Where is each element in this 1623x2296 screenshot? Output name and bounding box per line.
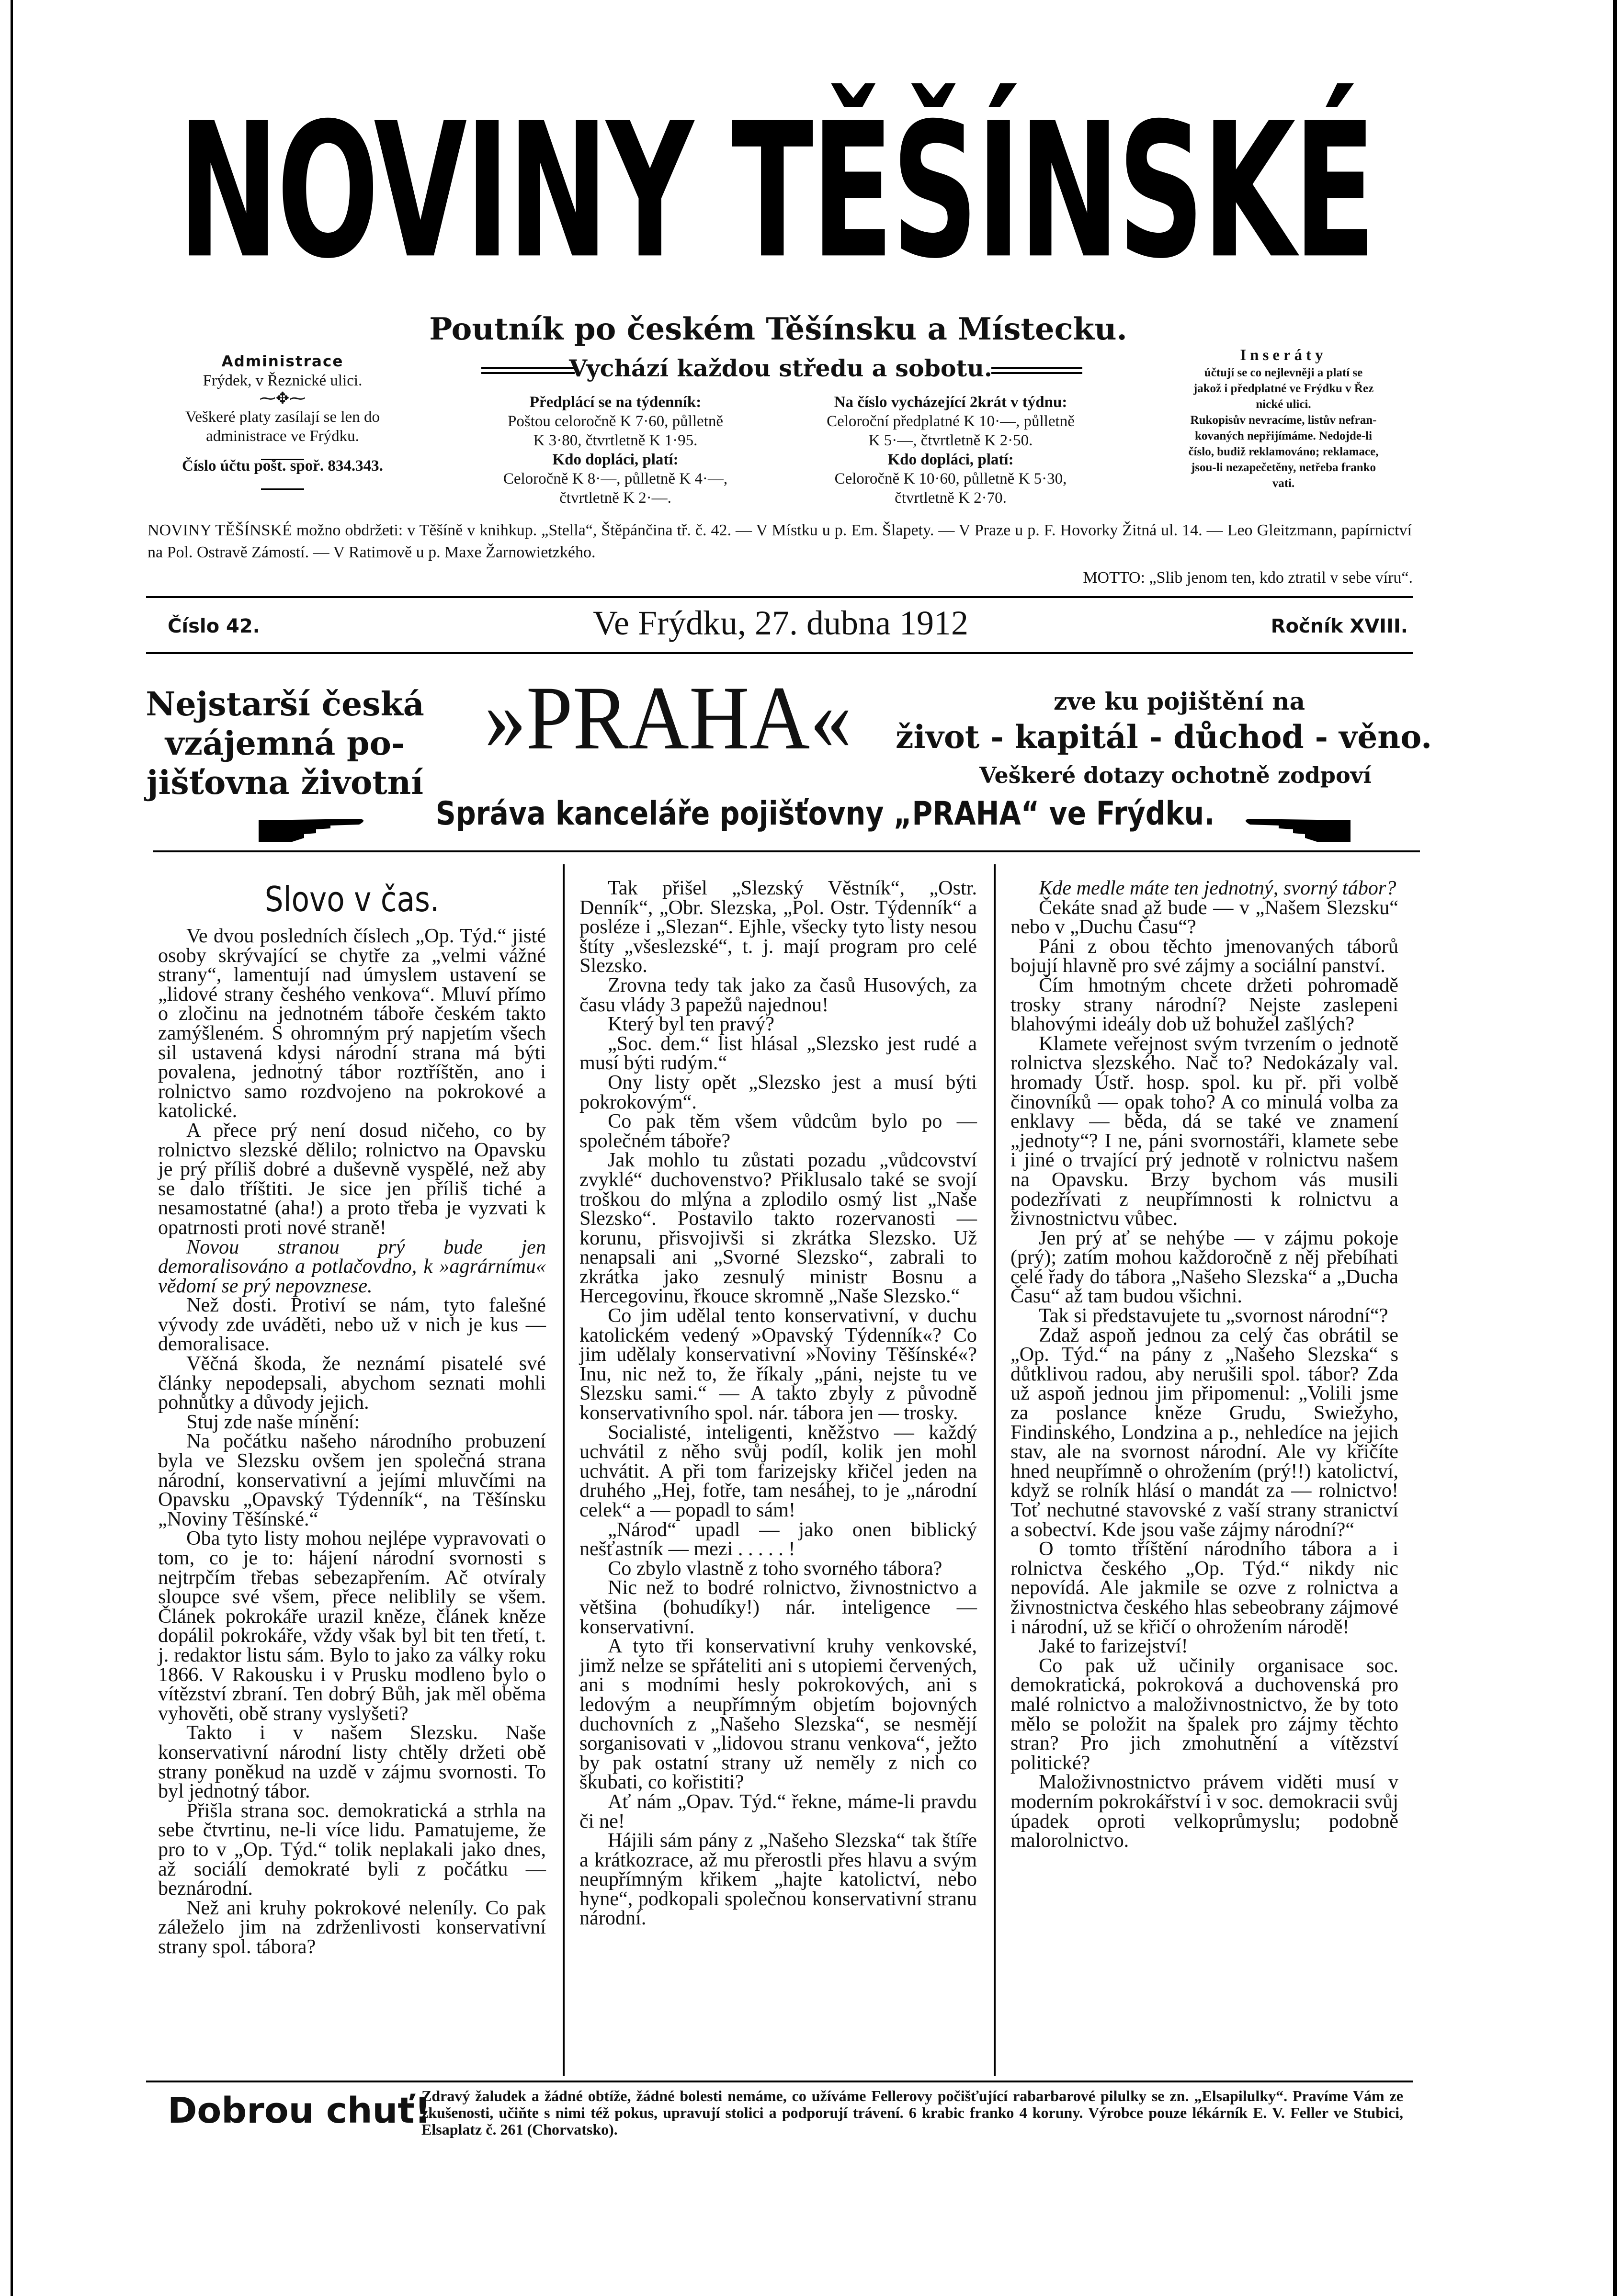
subscription-weekly-delivered-line-1: Celoročně K 8·—, půlletně K 4·—, xyxy=(503,470,728,487)
insurance-rule xyxy=(153,850,1420,852)
article-paragraph: A tyto tři konservativní kruhy venkovské, jimž nelze se spřáteliti ani s utopiemi červených, ani s modními hesly pokrokových, ani s ledovým a neupřímným objetím bojovných duchovních z „Našeho Slezska“, se nesmějí sorganisovati v „lidovou stranu venkova“, ježto by pak ostatní strany už neměly z nich co škubati, co kořistiti? xyxy=(579,1635,977,1794)
article-paragraph: Co zbylo vlastně z toho svorného tábora? xyxy=(608,1557,942,1580)
subscription-twice-heading: Na číslo vycházející 2krát v týdnu: xyxy=(834,394,1067,411)
subscription-twice-line-1: Celoroční předplatné K 10·—, půlletně xyxy=(827,413,1075,430)
pointing-hand-left-icon xyxy=(1240,809,1351,843)
motto: MOTTO: „Slib jenom ten, kdo ztratil v sebe víru“. xyxy=(1083,569,1413,587)
article-paragraph: Socialisté, inteligenti, kněžstvo — každý uchvátil z něho svůj podíl, kolik jen mohl uchvátit. A při tom farizejsky křičel jeden na druhého „Hej, fotře, tam nesáhej, to je „národní celek“ a — popadl to sám! xyxy=(579,1421,977,1521)
article-paragraph: Zrovna tedy tak jako za časů Husových, za času vlády 3 papežů najednou! xyxy=(579,973,977,1016)
inserats-line-8: vati. xyxy=(1272,477,1295,490)
inserats-line-5: kovaných nepřijímáme. Nedojde-li xyxy=(1194,430,1373,442)
payments-line-2: administrace ve Frýdku. xyxy=(206,428,359,445)
pointing-hand-right-icon xyxy=(259,809,369,843)
subscription-weekly xyxy=(462,393,769,508)
inserats-line-3: nické ulici. xyxy=(1256,398,1311,411)
insurance-right-line-1: zve ku pojištění na xyxy=(1054,687,1305,715)
column-divider-1 xyxy=(563,864,565,2076)
administration-address: Frýdek, v Řeznické ulici. xyxy=(203,372,363,389)
issue-number: Číslo 42. xyxy=(168,615,260,637)
subscription-twice-delivered-line-1: Celoročně K 10·60, půlletně K 5·30, xyxy=(834,470,1067,487)
article-paragraph: Co jim udělal tento konservativní, v duchu katolickém vedený »Opavský Týdenník«? Co jim udělaly konservativní »Noviny Těšínské«? Inu, nic než to, že říkaly „páni, nejste tu ve Slezsku sami.“ — A takto zbyly z původně konservativního spol. nár. tábora jen — trosky. xyxy=(579,1304,977,1425)
article-paragraph: Kde medle máte ten jednotný, svorný tábor? xyxy=(1039,877,1396,899)
postal-account: Číslo účtu pošt. spoř. 834.343. xyxy=(182,457,383,475)
subscription-twice-delivered-heading: Kdo dopláci, platí: xyxy=(887,451,1014,468)
insurance-left-text xyxy=(144,685,426,803)
article-paragraph: Přišla strana soc. demokratická a strhla na sebe čtvrtinu, ne-li více lidu. Pamatujeme, že pro to v „Op. Týd.“ tolik neplakali jako dnes, až sociálí demokraté byli z počátku — beznárodní. xyxy=(158,1799,546,1900)
article-paragraph: Stuj zde naše mínění: xyxy=(186,1410,360,1433)
inserats-line-7: jsou-li nezapečetěny, netřeba franko xyxy=(1191,461,1376,474)
article-paragraph: Takto i v našem Slezsku. Naše konservativní národní listy chtěly držeti obě strany poněkud na uzdě v zájmu svornosti. To byl jednotný tábor. xyxy=(158,1721,546,1803)
article-paragraph: A přece prý není dosud ničeho, co by rolnictvo slezské dělilo; rolnictvo na Opavsku je prý příliš dobré a duševně vyspělé, než aby se dalo tříštiti. Je sice jen příliš tiché a nesamostatné (aha!) a proto třeba je vyzvati k opatrnosti proti nové straně! xyxy=(158,1119,546,1239)
article-paragraph: „Národ“ upadl — jako onen biblický nešťastník — mezi . . . . . ! xyxy=(579,1518,977,1561)
article-column-1 xyxy=(158,879,546,1957)
insurance-left-line-3: jišťovna životní xyxy=(146,764,424,802)
article-paragraph: Co pak těm všem vůdcům bylo po — společném táboře? xyxy=(579,1110,977,1152)
article-paragraph: Ať nám „Opav. Týd.“ řekne, máme-li pravdu či ne! xyxy=(579,1790,977,1832)
ornament-rule-2 xyxy=(148,475,417,484)
article-paragraph: Páni z obou těchto jmenovaných táborů bojují hlavně pro své zájmy a sociální panství. xyxy=(1010,935,1398,977)
bottom-ad-text: Zdravý žaludek a žádné obtíže, žádné bolesti nemáme, co užíváme Fellerovy počišťující rabarbarové pilulky se zn. „Elsapilulky“. Pravíme Vám ze zkušenosti, učiňte s nimi též pokus, upravují stolici a podporují trávení. 6 krabic franko 4 koruny. Výrobce pouze lékárník E. V. Feller ve Stubici, Elsaplatz č. 261 (Chorvatsko). xyxy=(421,2087,1403,2138)
article-paragraph: Čím hmotným chcete držeti pohromadě trosky strany národní? Nejste zaslepeni blahovými ideály dob už bohužel zašlých? xyxy=(1010,973,1398,1036)
article-paragraph: Nic než to bodré rolnictvo, živnostnictvo a většina (bohudíky!) nár. inteligence — konservativní. xyxy=(579,1576,977,1638)
bottom-ad-rule xyxy=(146,2081,1413,2082)
article-paragraph: Jaké to farizejství! xyxy=(1039,1635,1188,1658)
subscription-twice-line-2: K 5·—, čtvrtletně K 2·50. xyxy=(868,432,1033,449)
inserats-line-6: číslo, budiž reklamováno; reklamace, xyxy=(1188,445,1379,458)
inserats-line-4: Rukopisův nevracíme, listův nefran- xyxy=(1190,414,1377,427)
insurance-left-line-2: vzájemná po- xyxy=(165,724,405,763)
article-paragraph: Na počátku našeho národního probuzení byla ve Slezsku ovšem jen společná strana národní, konservativní a jejími mluvčími na Opavsku „Opavský Týdenník“, na Těšínsku „Noviny Těšínské.“ xyxy=(158,1430,546,1530)
payments-line-1: Veškeré platy zasílají se len do xyxy=(185,408,380,426)
article-column-2 xyxy=(579,879,977,1928)
subtitle: Poutník po českém Těšínsku a Místecku. xyxy=(429,311,1127,347)
article-paragraph: Jen prý ať se nehýbe — v zájmu pokoje (prý); zatím mohou každoročně z něj přebíhati celé řady do tábora „Našeho Slezska“ a „Ducha Času“ až tam budou všichni. xyxy=(1010,1226,1398,1308)
subscription-weekly-heading: Předplácí se na týdenník: xyxy=(529,394,702,411)
article-paragraph: Maloživnostnictvo právem viděti musí v moderním pokrokářství i v soc. demokracii svůj úpadek oproti velkoprůmyslu; podobně malorolnictvo. xyxy=(1010,1771,1398,1852)
subscription-weekly-line-2: K 3·80, čtvrtletně K 1·95. xyxy=(533,432,698,449)
article-column-3 xyxy=(1010,879,1398,1851)
issue-volume: Ročník XVIII. xyxy=(1271,615,1408,637)
article-paragraph: Čekáte snad až bude — v „Našem Slezsku“ nebo v „Duchu Času“? xyxy=(1010,896,1398,939)
insurance-right-line-3: Veškeré dotazy ochotně zodpoví xyxy=(979,762,1372,788)
article-paragraph: Jak mohlo tu zůstati pozadu „vůdcovství zvyklé“ duchovenstvo? Přiklusalo také se svojí troškou do mlýna a zplodilo osmý list „Naše Slezsko“. Postavilo takto rozervanosti — korunu, přisvojivši si zkrátka Slezsko. Už nenapsali ani „Svorné Slezsko“, zabrali to zkrátka jako zesnulý ministr Bosnu a Hercegovinu, řkouce skromně „Naše Slezsko.“ xyxy=(579,1149,977,1308)
article-paragraph: Který byl ten pravý? xyxy=(608,1013,775,1036)
administration-block xyxy=(148,352,417,484)
scan-frame-right xyxy=(1613,0,1617,2296)
article-paragraph: Klamete veřejnost svým tvrzením o jednotě rolnictva slezského. Nač to? Nedokázaly val. hromady Ústř. hosp. spol. ku př. při volbě činovníků — opak toho? A co minulá volba za enklavy — běda, dá se také ve znamení „jednoty“? I ne, páni svornostáři, klamete sebe i jiné o trvající prý jednotě v rolnictvu našem na Opavsku. Brzy bychom vás musili podezřívati z neupřímnosti k rolnictvu a živnostnictvu vůbec. xyxy=(1010,1032,1398,1230)
article-paragraph: Než dosti. Protiví se nám, tyto falešné vývody zde uváděti, nebo už v nich je kus — demoralisace. xyxy=(158,1294,546,1356)
inserats-heading: Inseráty xyxy=(1240,347,1327,364)
article-paragraph: Co pak už učinily organisace soc. demokratická, pokroková a duchovenská pro malé rolnictvo a maloživnostnictvo, že by toto mělo se položit na špalek pro zájmy těchto stran? Pro jich zmohutnění a vítězství politické? xyxy=(1010,1654,1398,1774)
article-paragraph: Tak si představujete tu „svornost národní“? xyxy=(1039,1304,1388,1327)
issue-rule-bottom xyxy=(146,652,1413,654)
inserats-line-2: jakož i předplatné ve Frýdku v Řez xyxy=(1193,382,1374,395)
insurance-name: »PRAHA« xyxy=(484,668,852,769)
administration-heading: Administrace xyxy=(221,353,344,370)
insurance-office: Správa kanceláře pojišťovny „PRAHA“ ve Frýdku. xyxy=(435,795,1215,833)
article-paragraph: Oba tyto listy mohou nejlépe vypravovati o tom, co je to: hájení národní svornosti s nejtrpčím třebas sebezapřením. Ač otvíraly sloupce své všem, přece neliblily se všem. Článek pokrokáře urazil kněze, článek kněze dopálil pokrokáře, vždy však byl bit ten třetí, t. j. redaktor listu sám. Bylo to jako za války roku 1866. V Rakousku i v Prusku modleno bylo o vítězství zbraní. Ten dobrý Bůh, jak měl oběma vyhověti, obě strany vyslyšeti? xyxy=(158,1527,546,1725)
subscription-weekly-delivered-line-2: čtvrtletně K 2·—. xyxy=(559,489,671,507)
article-paragraph: Hájili sám pány z „Našeho Slezska“ tak štíře a krátkozrace, až mu přerostli přes hlavu a svým neupřímným křikem „hajte katolictví, nebo hyne“, podkopali společnou konservativní stranu národní. xyxy=(579,1829,977,1930)
inserats-line-1: účtují se co nejlevněji a platí se xyxy=(1204,366,1363,379)
article-paragraph: Ve dvou posledních číslech „Op. Týd.“ jisté osoby skrývající se chytře za „velmi vážné strany“, lamentují nad úmyslem ustavení se „lidové strany česhého venkova“. Mluví přímo o zločinu na jednotném táboře českém takto zamýšleném. S ohromným prý napjetím všech sil ustavená kdysi národní strana má býti povalena, jednotný tábor roztříštěn, ano i rolnictvo samo rozdvojeno na pokrokové a katolické. xyxy=(158,925,546,1122)
article-paragraph: Zdaž aspoň jednou za celý čas obrátil se „Op. Týd.“ na pány z „Našeho Slezska“ s důtklivou radou, aby nerušili spol. tábor? Zda už aspoň jednou jim připomenul: „Volili jsme za poslance kněze Grudu, Swiežyho, Findinského, Londzina a p., nehledíce na jejich stav, ale na svornost národní. Ale vy křičíte hned neupřímně o ohrožením (prý!!) katolictví, když se rolník hlásí o mandát za — rolnictvo! Toť nechutné stavovské z vaší strany stranictví a sobectví. Kde jsou vaše zájmy národní?“ xyxy=(1010,1323,1398,1541)
insurance-left-line-1: Nejstarší česká xyxy=(146,685,424,724)
subscription-twice-weekly xyxy=(785,393,1116,508)
subscription-weekly-line-1: Poštou celoročně K 7·60, půlletně xyxy=(508,413,723,430)
availability-notice: NOVINY TĚŠÍNSKÉ možno obdržeti: v Těšíně v knihkup. „Stella“, Štěpánčina tř. č. 42. — V Místku u p. Em. Šlapety. — V Praze u p. F. Hovorky Žitná ul. 14. — Leo Gleitzmann, papírnictví na Pol. Ostravě Zámostí. — V Ratimově u p. Maxe Žarnowietzkého. xyxy=(148,521,1412,561)
insurance-right-line-2: život - kapitál - důchod - věno. xyxy=(896,718,1432,756)
subscription-twice-delivered-line-2: čtvrtletně K 2·70. xyxy=(895,489,1007,507)
subscription-weekly-delivered-heading: Kdo dopláci, platí: xyxy=(552,451,679,468)
masthead-title: NOVINY TĚŠÍNSKÉ xyxy=(178,83,1374,300)
article-paragraph: Tak přišel „Slezský Věstník“, „Ostr. Denník“, „Obr. Slezska, „Pol. Ostr. Týdenník“ a posléze i „Slezan“. Ejhle, všecky tyto listy nesou štíty „všeslezské“, t. j. mají program pro celé Slezsko. xyxy=(579,877,977,977)
publication-frequency: Vychází každou středu a sobotu. xyxy=(569,354,992,382)
scan-frame-left xyxy=(11,0,13,2296)
article-paragraph: Novou stranou prý bude jen demoralisováno a potlačovdno, k »agrárnímu« vědomí se prý nepovznese. xyxy=(158,1235,546,1297)
article-paragraph: Než ani kruhy pokrokové neleníly. Co pak záleželo jim na zdrženlivosti konservativní strany spol. tábora? xyxy=(158,1896,546,1958)
issue-place-date: Ve Frýdku, 27. dubna 1912 xyxy=(593,604,968,642)
article-paragraph: Ony listy opět „Slezsko jest a musí býti pokrokovým“. xyxy=(579,1071,977,1113)
ornament-icon: ⁓✥⁓ xyxy=(259,390,306,407)
article-paragraph: „Soc. dem.“ list hlásal „Slezsko jest rudé a musí býti rudým.“ xyxy=(579,1032,977,1074)
article-paragraph: O tomto tříštění národního tábora a i rolnictva českého „Op. Týd.“ nikdy nic nepovídá. Ale jakmile se ozve z rolnictva a živnostnictva českého hlas sebeobrany zájmové i národní, už se křičí o ohrožením národě! xyxy=(1010,1538,1398,1638)
bottom-ad-title: Dobrou chuť! xyxy=(168,2090,431,2131)
article-headline: Slovo v čas. xyxy=(264,879,440,919)
issue-rule-top xyxy=(146,596,1413,598)
column-divider-2 xyxy=(994,864,996,2076)
article-paragraph: Věčná škoda, že neznámí pisatelé své články nepodepsali, abychom seznati mohli pohnůtky a důvody jejich. xyxy=(158,1352,546,1414)
inserats-block xyxy=(1145,346,1422,491)
ornament-rule xyxy=(148,446,417,454)
